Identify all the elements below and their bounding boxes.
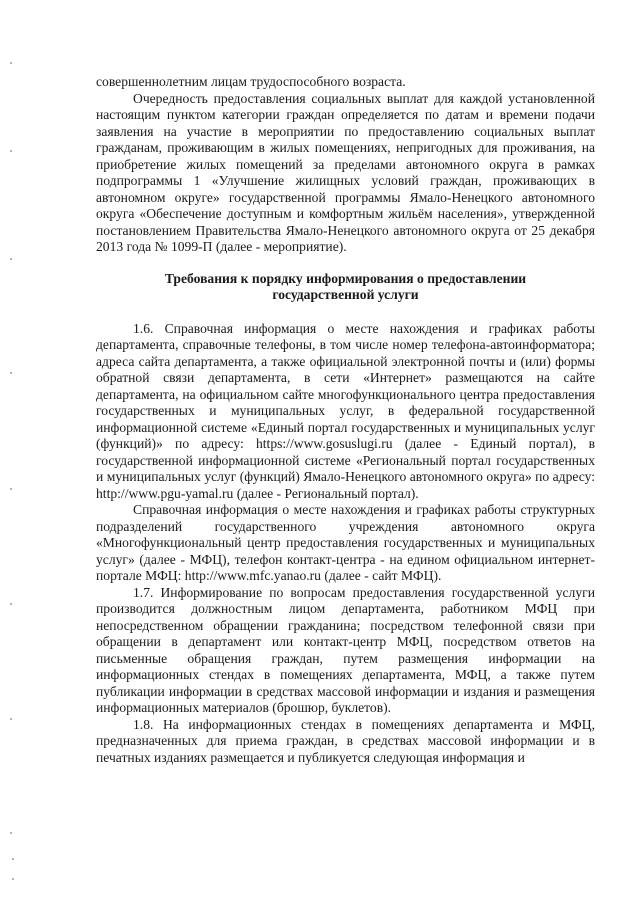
scan-dot — [10, 832, 12, 834]
scan-dot — [10, 150, 12, 152]
paragraph-queue-order: Очередность предоставления социальных выплат для каждой установленной настоящим пунктом категории граждан определяется по датам и времени подачи заявления на участие в мероприятии по предоставлению социальных выплат гражданам, проживающим в жилых помещениях, непригодных для проживания, на приобретение жилых помещений за пределами автономного округа в рамках подпрограммы 1 «Улучшение жилищных условий граждан, проживающих в автономном округе» государственной программы Ямало-Ненецкого автономного округа «Обеспечение доступным и комфортным жильём населения», утвержденной постановлением Правительства Ямало-Ненецкого автономного округа от 25 декабря 2013 года № 1099-П (далее - мероприятие). — [96, 90, 595, 254]
scan-dot — [10, 603, 12, 605]
scan-dot — [10, 372, 12, 374]
scan-dot — [12, 858, 14, 860]
scan-dot — [10, 62, 12, 64]
document-page — [96, 74, 595, 766]
scan-dot — [10, 718, 12, 720]
paragraph-mfc-info: Справочная информация о месте нахождения и графиках работы структурных подразделений государственного учреждения автономного округа «Многофункциональный центр предоставления государственных и муниципальных услуг» (далее - МФЦ), телефон контакт-центра - на едином официальном интернет-портале МФЦ: http://www.mfc.yanao.ru (далее - сайт МФЦ). — [96, 502, 595, 583]
scan-dot — [10, 488, 12, 490]
paragraph-1-7: 1.7. Информирование по вопросам предоставления государственной услуги производится должностным лицом департамента, работником МФЦ при непосредственном обращении гражданина; посредством телефонной связи при обращении в департамент или контакт-центр МФЦ, посредством ответов на письменные обращения граждан, путем размещения информации на информационных стендах в помещениях департамента, МФЦ, а также путем публикации информации в средствах массовой информации и издания и размещения информационных материалов (брошюр, буклетов). — [96, 584, 595, 715]
scan-dot — [10, 258, 12, 260]
paragraph-1-6: 1.6. Справочная информация о месте нахождения и графиках работы департамента, справочные телефоны, в том числе номер телефона-автоинформатора; адреса сайта департамента, а также официальной электронной почты и (или) формы обратной связи департамента, в сети «Интернет» размещаются на сайте департамента, на официальном сайте многофункционального центра предоставления государственных и муниципальных услуг, в федеральной государственной информационной системе «Единый портал государственных и муниципальных услуг (функций)» по адресу: https://www.gosuslugi.ru (далее - Единый портал), в государственной информационной системе «Региональный портал государственных и муниципальных услуг (функций) Ямало-Ненецкого автономного округа» по адресу: http://www.pgu-yamal.ru (далее - Региональный портал). — [96, 320, 595, 501]
scan-dot — [12, 878, 14, 880]
paragraph-1-8: 1.8. На информационных стендах в помещениях департамента и МФЦ, предназначенных для приема граждан, в средствах массовой информации и в печатных изданиях размещается и публикуется следующая информация и — [96, 716, 595, 765]
section-heading: Требования к порядку информирования о предоставлении государственной услуги — [164, 270, 527, 302]
paragraph-continuation: совершеннолетним лицам трудоспособного возраста. — [96, 74, 406, 89]
